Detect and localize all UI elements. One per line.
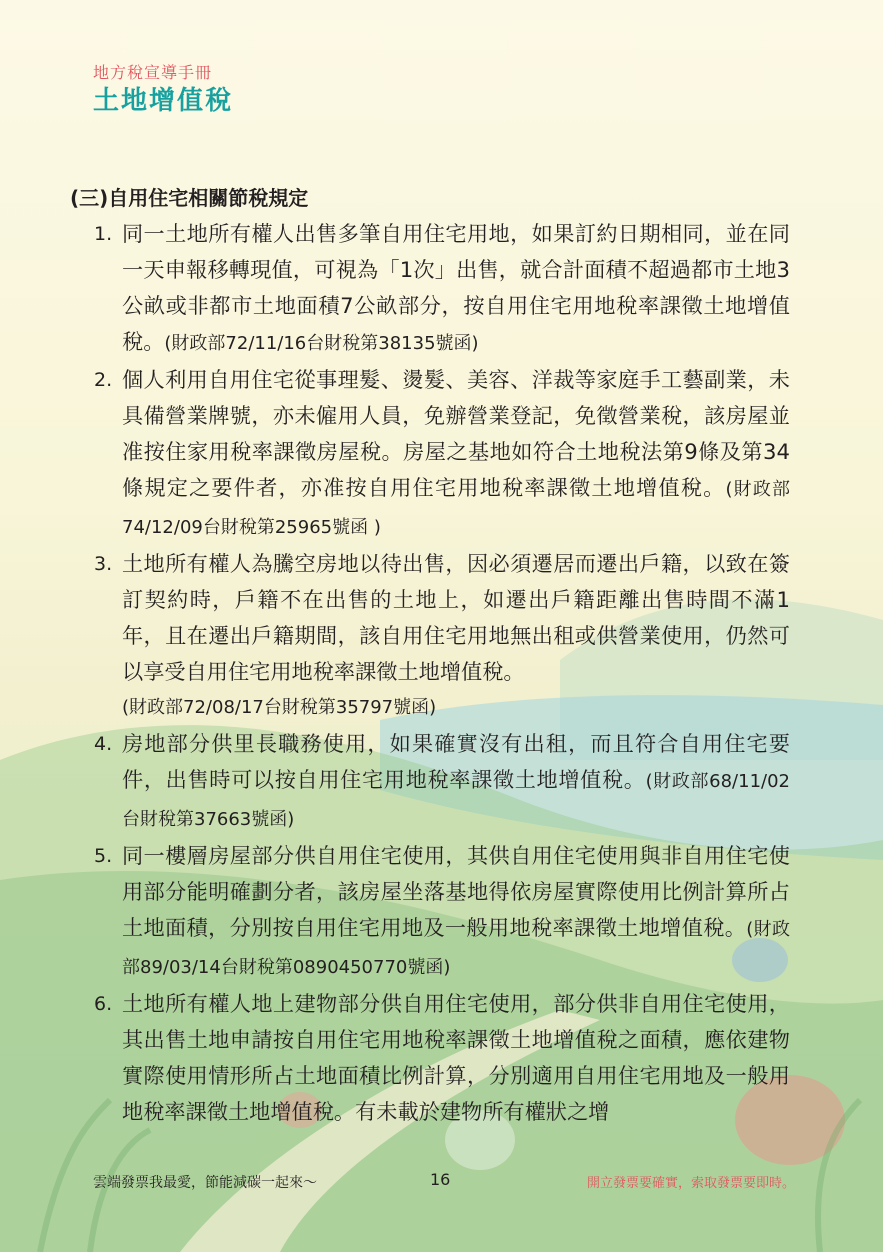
- list-item-1: [70, 216, 790, 362]
- item-reference: (財政部72/11/16台財稅第38135號函): [164, 333, 479, 354]
- item-number: 3.: [94, 553, 113, 575]
- item-reference: (財政部72/08/17台財稅第35797號函): [122, 697, 437, 718]
- item-number: 6.: [94, 993, 113, 1015]
- item-text: 土地所有權人為騰空房地以待出售，因必須遷居而遷出戶籍，以致在簽訂契約時，戶籍不在出售的土地上，如遷出戶籍距離出售時間不滿1年，且在遷出戶籍期間，該自用住宅用地無出租或供營業使用，仍然可以享受自用住宅用地稅率課徵土地增值稅。: [122, 551, 790, 684]
- list-item-4: [70, 726, 790, 838]
- item-reference: (財政部68/11/02台財稅第37663號函): [122, 771, 790, 830]
- item-number: 2.: [94, 369, 113, 391]
- item-number: 1.: [94, 223, 113, 245]
- item-number: 4.: [94, 733, 113, 755]
- list-item-2: [70, 362, 790, 546]
- main-content: [70, 180, 790, 1130]
- item-text: 土地所有權人地上建物部分供自用住宅使用，部分供非自用住宅使用，其出售土地申請按自用住宅用地稅率課徵土地增值稅之面積，應依建物實際使用情形所占土地面積比例計算，分別適用自用住宅用地及一般用地稅率課徵土地增值稅。有未載於建物所有權狀之增: [122, 991, 790, 1124]
- chapter-title: 土地增值稅: [93, 86, 234, 116]
- item-text: 同一樓層房屋部分供自用住宅使用，其供自用住宅使用與非自用住宅使用部分能明確劃分者，該房屋坐落基地得依房屋實際使用比例計算所占土地面積，分別按自用住宅用地及一般用地稅率課徵土地增值稅。: [122, 843, 790, 940]
- list-item-5: [70, 838, 790, 986]
- footer-slogan-left: 雲端發票我最愛，節能減碳一起來～: [93, 1175, 317, 1191]
- footer-slogan-right: 開立發票要確實，索取發票要即時。: [586, 1176, 795, 1191]
- page-footer: [0, 1172, 883, 1194]
- list-item-6: [70, 986, 790, 1130]
- item-text: 個人利用自用住宅從事理髮、燙髮、美容、洋裁等家庭手工藝副業，未具備營業牌號，亦未僱用人員，免辦營業登記，免徵營業稅，該房屋並准按住家用稅率課徵房屋稅。房屋之基地如符合土地稅法第9條及第34條規定之要件者，亦准按自用住宅用地稅率課徵土地增值稅。: [122, 367, 790, 500]
- item-reference: (財政部89/03/14台財稅第0890450770號函): [122, 919, 790, 978]
- page-header: [93, 62, 233, 118]
- item-text: 房地部分供里長職務使用，如果確實沒有出租，而且符合自用住宅要件，出售時可以按自用住宅用地稅率課徵土地增值稅。: [122, 731, 790, 792]
- handbook-subtitle: 地方稅宣導手冊: [93, 63, 213, 82]
- item-text: 同一土地所有權人出售多筆自用住宅用地，如果訂約日期相同，並在同一天申報移轉現值，可視為「1次」出售，就合計面積不超過都市土地3公畝或非都市土地面積7公畝部分，按自用住宅用地稅率課徵土地增值稅。: [122, 221, 790, 354]
- item-number: 5.: [94, 845, 113, 867]
- section-title: (三)自用住宅相關節稅規定: [70, 186, 309, 210]
- page-number: 16: [430, 1170, 451, 1189]
- item-reference: (財政部74/12/09台財稅第25965號函 ): [122, 479, 790, 538]
- list-item-3: [70, 546, 790, 726]
